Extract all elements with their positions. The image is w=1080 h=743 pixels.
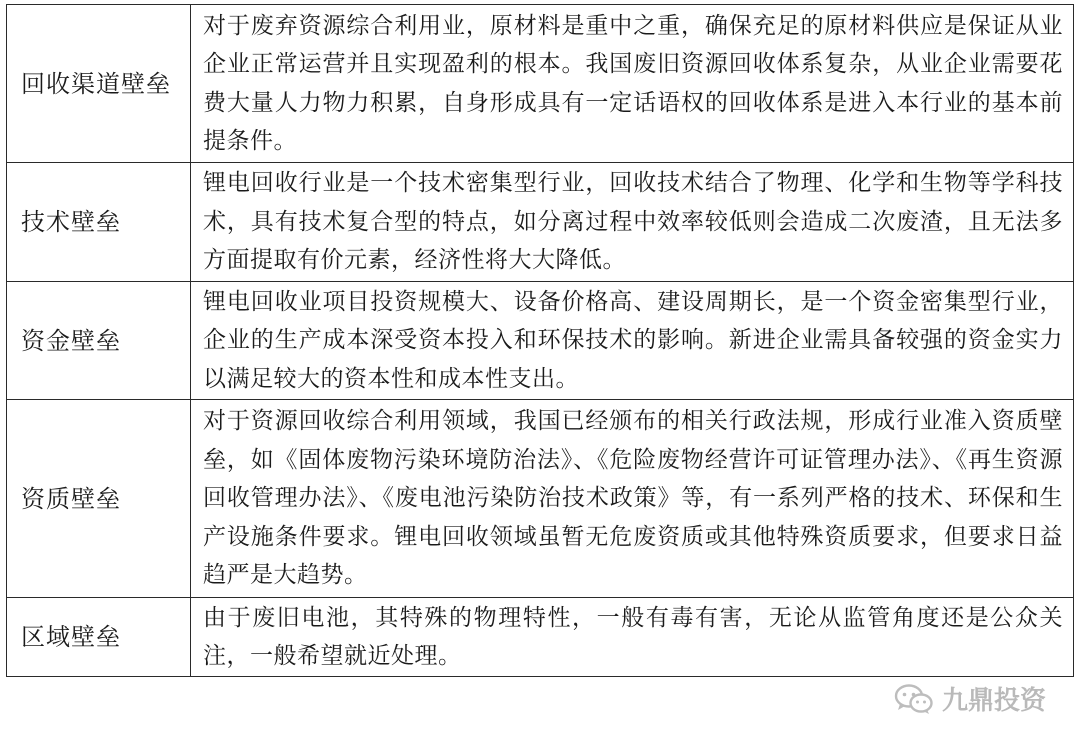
row-text-tech-barrier: 锂电回收行业是一个技术密集型行业，回收技术结合了物理、化学和生物等学科技术，具有技术复合型的特点，如分离过程中效率较低则会造成二次废渣，且无法多方面提取有价元素，经济性将大大降低。 xyxy=(191,163,1074,282)
row-text-qualification-barrier: 对于资源回收综合利用领域，我国已经颁布的相关行政法规，形成行业准入资质壁垒，如《固体废物污染环境防治法》、《危险废物经营许可证管理办法》、《再生资源回收管理办法》、《废电池污染防治技术政策》等，有一系列严格的技术、环保和生产设施条件要求。锂电回收领域虽暂无危废资质或其他特殊资质要求，但要求日益趋严是大趋势。 xyxy=(191,400,1074,598)
row-text-regional-barrier: 由于废旧电池，其特殊的物理特性，一般有毒有害，无论从监管角度还是公众关注，一般希望就近处理。 xyxy=(191,598,1074,677)
row-text-capital-barrier: 锂电回收业项目投资规模大、设备价格高、建设周期长，是一个资金密集型行业，企业的生产成本深受资本投入和环保技术的影响。新进企业需具备较强的资金实力以满足较大的资本性和成本性支出。 xyxy=(191,282,1074,400)
row-label-qualification-barrier: 资质壁垒 xyxy=(7,400,191,598)
row-label-capital-barrier: 资金壁垒 xyxy=(7,282,191,400)
row-text-channel-barrier: 对于废弃资源综合利用业，原材料是重中之重，确保充足的原材料供应是保证从业企业正常运营并且实现盈利的根本。我国废旧资源回收体系复杂，从业企业需要花费大量人力物力积累，自身形成具有一定话语权的回收体系是进入本行业的基本前提条件。 xyxy=(191,5,1074,163)
table-row xyxy=(7,282,1074,400)
table-row xyxy=(7,163,1074,282)
table-row xyxy=(7,5,1074,163)
wechat-icon xyxy=(894,683,934,715)
table-row xyxy=(7,400,1074,598)
table-row xyxy=(7,598,1074,677)
barriers-table xyxy=(6,4,1074,677)
row-label-tech-barrier: 技术壁垒 xyxy=(7,163,191,282)
watermark-text: 九鼎投资 xyxy=(941,686,1046,716)
watermark xyxy=(894,680,1046,717)
row-label-regional-barrier: 区域壁垒 xyxy=(7,598,191,677)
row-label-channel-barrier: 回收渠道壁垒 xyxy=(7,5,191,163)
